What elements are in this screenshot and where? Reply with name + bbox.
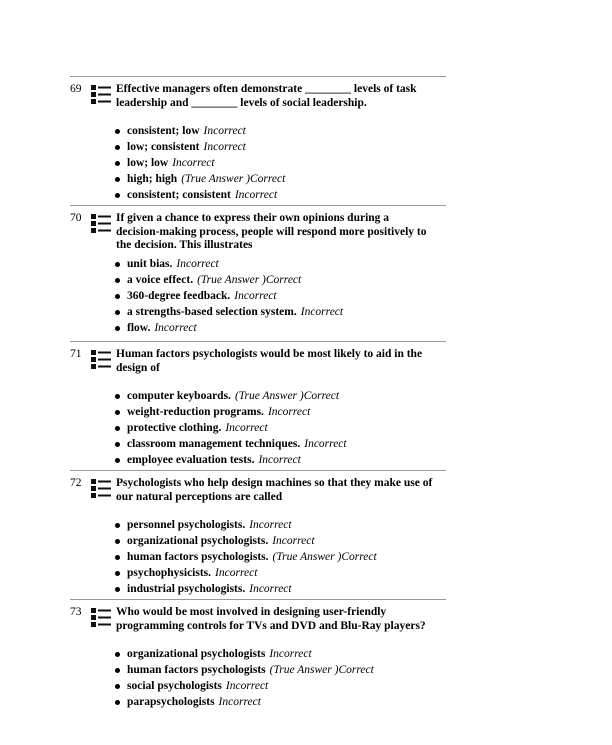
question-text: Effective managers often demonstrate ________ levels of task leadership and ________ levels of social leadership. bbox=[116, 83, 417, 109]
answer-option[interactable]: social psychologists Incorrect bbox=[115, 678, 446, 694]
question-number: 69 bbox=[70, 83, 82, 95]
question-number: 73 bbox=[70, 606, 82, 618]
answer-option[interactable]: industrial psychologists. Incorrect bbox=[115, 581, 446, 597]
answer-list bbox=[70, 646, 446, 710]
answer-option[interactable]: unit bias. Incorrect bbox=[115, 256, 446, 272]
divider bbox=[70, 76, 446, 77]
multiple-choice-icon bbox=[90, 213, 112, 235]
answer-option[interactable]: a strengths-based selection system. Incorrect bbox=[115, 304, 446, 320]
answer-option[interactable]: computer keyboards. (True Answer )Correct bbox=[115, 388, 446, 404]
answer-option[interactable]: organizational psychologists. Incorrect bbox=[115, 533, 446, 549]
answer-option[interactable]: organizational psychologists Incorrect bbox=[115, 646, 446, 662]
question-text: Psychologists who help design machines so that they make use of our natural perceptions are called bbox=[116, 477, 433, 503]
answer-option[interactable]: human factors psychologists. (True Answer )Correct bbox=[115, 549, 446, 565]
answer-option[interactable]: classroom management techniques. Incorrect bbox=[115, 436, 446, 452]
multiple-choice-icon bbox=[90, 607, 112, 629]
divider bbox=[70, 470, 446, 471]
answer-option[interactable]: high; high (True Answer )Correct bbox=[115, 171, 446, 187]
multiple-choice-icon bbox=[90, 349, 112, 371]
multiple-choice-icon bbox=[90, 478, 112, 500]
answer-option[interactable]: low; consistent Incorrect bbox=[115, 139, 446, 155]
question-number: 70 bbox=[70, 212, 82, 224]
answer-option[interactable]: flow. Incorrect bbox=[115, 320, 446, 336]
answer-list bbox=[70, 517, 446, 597]
answer-list bbox=[70, 256, 446, 336]
answer-list bbox=[70, 388, 446, 468]
question-text: Human factors psychologists would be most likely to aid in the design of bbox=[116, 348, 423, 374]
answer-option[interactable]: low; low Incorrect bbox=[115, 155, 446, 171]
answer-option[interactable]: a voice effect. (True Answer )Correct bbox=[115, 272, 446, 288]
answer-option[interactable]: protective clothing. Incorrect bbox=[115, 420, 446, 436]
answer-option[interactable]: 360-degree feedback. Incorrect bbox=[115, 288, 446, 304]
question-73 bbox=[70, 599, 446, 710]
question-number: 72 bbox=[70, 477, 82, 489]
answer-option[interactable]: consistent; low Incorrect bbox=[115, 123, 446, 139]
answer-option[interactable]: parapsychologists Incorrect bbox=[115, 694, 446, 710]
divider bbox=[70, 599, 446, 600]
multiple-choice-icon bbox=[90, 84, 112, 106]
answer-option[interactable]: psychophysicists. Incorrect bbox=[115, 565, 446, 581]
question-70 bbox=[70, 205, 446, 336]
question-71 bbox=[70, 341, 446, 468]
answer-option[interactable]: personnel psychologists. Incorrect bbox=[115, 517, 446, 533]
question-72 bbox=[70, 470, 446, 597]
question-text: If given a chance to express their own opinions during a decision-making process, people will respond more positively to the decision. This illustrates bbox=[116, 212, 427, 251]
question-number: 71 bbox=[70, 348, 82, 360]
question-text: Who would be most involved in designing user-friendly programming controls for TVs and DVD and Blu-Ray players? bbox=[116, 606, 426, 632]
divider bbox=[70, 341, 446, 342]
answer-option[interactable]: weight-reduction programs. Incorrect bbox=[115, 404, 446, 420]
answer-option[interactable]: consistent; consistent Incorrect bbox=[115, 187, 446, 203]
answer-list bbox=[70, 123, 446, 203]
question-69 bbox=[70, 76, 446, 203]
answer-option[interactable]: human factors psychologists (True Answer )Correct bbox=[115, 662, 446, 678]
divider bbox=[70, 205, 446, 206]
answer-option[interactable]: employee evaluation tests. Incorrect bbox=[115, 452, 446, 468]
